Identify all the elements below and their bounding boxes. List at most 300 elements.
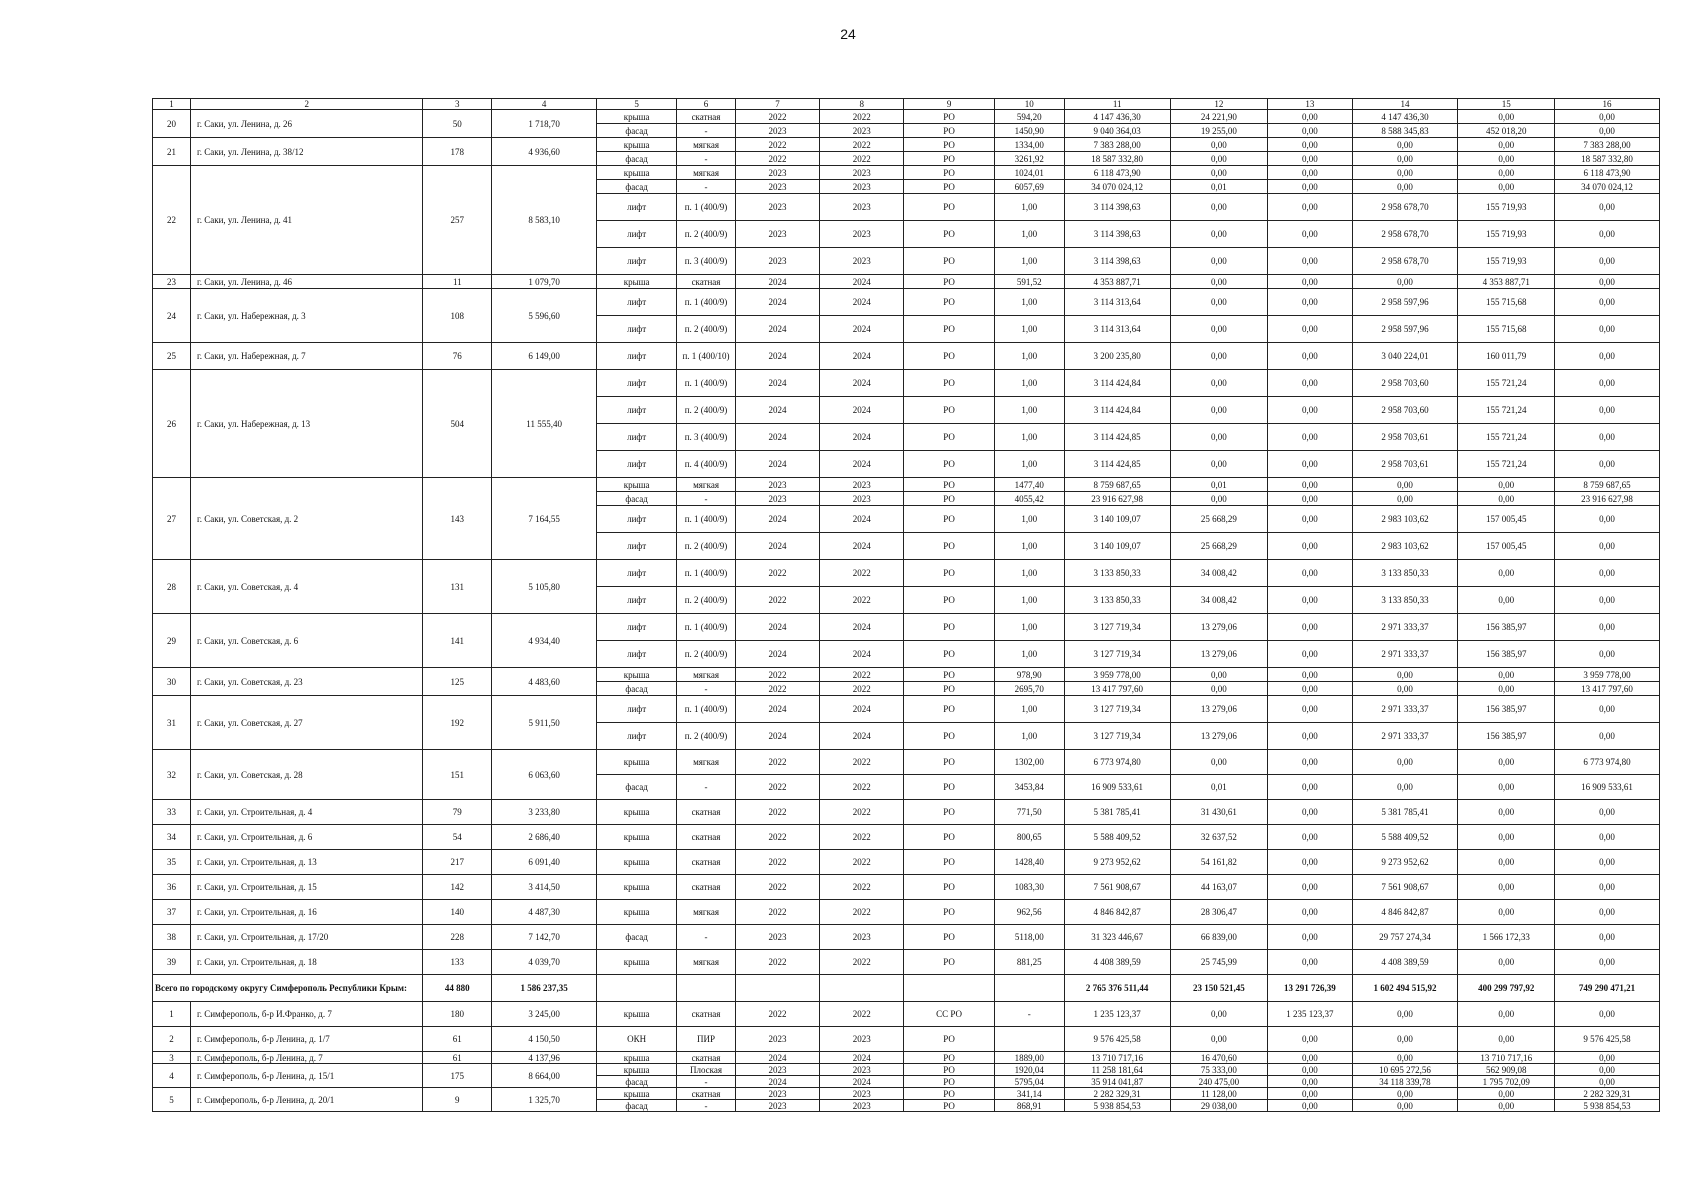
table-cell: 1450,90 <box>994 124 1064 138</box>
table-cell: 217 <box>423 850 492 875</box>
table-cell: скатная <box>677 1002 736 1027</box>
table-cell: 0,00 <box>1268 668 1352 682</box>
table-cell: лифт <box>597 533 677 560</box>
table-cell: 36 <box>153 875 191 900</box>
table-cell: 2024 <box>735 370 819 397</box>
table-cell: 1,00 <box>994 641 1064 668</box>
table-cell: 0,00 <box>1458 668 1555 682</box>
table-cell: 0,00 <box>1268 587 1352 614</box>
table-cell: мягкая <box>677 900 736 925</box>
table-cell: крыша <box>597 875 677 900</box>
table-cell: 13 279,06 <box>1170 614 1268 641</box>
table-cell: фасад <box>597 492 677 506</box>
table-cell: 1,00 <box>994 316 1064 343</box>
table-cell: 140 <box>423 900 492 925</box>
table-cell: 1 325,70 <box>492 1088 597 1112</box>
table-cell: 0,01 <box>1170 478 1268 492</box>
table-cell: 881,25 <box>994 950 1064 975</box>
table-cell: 2 958 678,70 <box>1352 221 1458 248</box>
table-cell: 0,00 <box>1268 800 1352 825</box>
table-cell: лифт <box>597 587 677 614</box>
table-cell: 0,00 <box>1458 750 1555 775</box>
table-cell: мягкая <box>677 950 736 975</box>
total-row <box>153 975 1660 1002</box>
table-cell: 591,52 <box>994 275 1064 289</box>
table-cell: п. 2 (400/9) <box>677 221 736 248</box>
table-cell: 0,00 <box>1458 152 1555 166</box>
table-cell: п. 1 (400/10) <box>677 343 736 370</box>
table-cell: 24 <box>153 289 191 343</box>
table-cell: РО <box>904 492 994 506</box>
table-cell: 2022 <box>820 750 904 775</box>
column-number: 7 <box>735 99 819 110</box>
table-cell: РО <box>904 124 994 138</box>
table-cell: 0,00 <box>1268 775 1352 800</box>
table-cell: 0,00 <box>1268 221 1352 248</box>
table-cell: 0,00 <box>1458 1002 1555 1027</box>
table-cell: 504 <box>423 370 492 478</box>
table-cell: 125 <box>423 668 492 696</box>
table-cell: 3 114 424,85 <box>1064 451 1170 478</box>
table-cell: РО <box>904 1088 994 1100</box>
table-cell: 0,00 <box>1458 138 1555 152</box>
table-cell: г. Саки, ул. Советская, д. 27 <box>191 696 423 750</box>
table-cell: 157 005,45 <box>1458 506 1555 533</box>
table-cell: 0,00 <box>1268 723 1352 750</box>
table-cell: 0,00 <box>1555 506 1660 533</box>
table-cell: Всего по городскому округу Симферополь Республики Крым: <box>153 975 423 1002</box>
table-cell: п. 1 (400/9) <box>677 370 736 397</box>
table-cell: 9 <box>423 1088 492 1112</box>
table-cell: РО <box>904 110 994 124</box>
table-cell: 3 140 109,07 <box>1064 506 1170 533</box>
table-cell: 2024 <box>820 506 904 533</box>
column-number: 8 <box>820 99 904 110</box>
table-cell: г. Саки, ул. Советская, д. 23 <box>191 668 423 696</box>
table-cell: 2024 <box>820 370 904 397</box>
table-cell: мягкая <box>677 668 736 682</box>
table-cell: 131 <box>423 560 492 614</box>
table-cell: 13 417 797,60 <box>1555 682 1660 696</box>
table-cell: 2022 <box>735 1002 819 1027</box>
table-cell: 2024 <box>820 275 904 289</box>
table-cell: 3 959 778,00 <box>1555 668 1660 682</box>
table-cell: 1 079,70 <box>492 275 597 289</box>
table-cell: 5 911,50 <box>492 696 597 750</box>
table-cell: крыша <box>597 950 677 975</box>
table-row <box>153 289 1660 316</box>
table-cell: 2023 <box>820 166 904 180</box>
table-cell: - <box>677 152 736 166</box>
table-cell: 2022 <box>820 825 904 850</box>
table-cell: 54 161,82 <box>1170 850 1268 875</box>
table-cell: г. Саки, ул. Ленина, д. 46 <box>191 275 423 289</box>
table-cell: 3 127 719,34 <box>1064 614 1170 641</box>
table-cell: 155 715,68 <box>1458 289 1555 316</box>
table-cell: г. Саки, ул. Набережная, д. 13 <box>191 370 423 478</box>
table-cell: 0,00 <box>1555 1052 1660 1064</box>
table-cell: п. 2 (400/9) <box>677 723 736 750</box>
table-cell: крыша <box>597 1052 677 1064</box>
table-row <box>153 800 1660 825</box>
table-cell: 13 710 717,16 <box>1458 1052 1555 1064</box>
table-cell: 2 <box>153 1027 191 1052</box>
table-cell: 2022 <box>820 950 904 975</box>
table-cell: 2022 <box>820 1002 904 1027</box>
table-cell: 2023 <box>735 194 819 221</box>
table-cell: РО <box>904 478 994 492</box>
table-row <box>153 750 1660 775</box>
table-cell: 0,00 <box>1268 478 1352 492</box>
table-cell: 9 576 425,58 <box>1555 1027 1660 1052</box>
table-cell: 5118,00 <box>994 925 1064 950</box>
table-cell: п. 2 (400/9) <box>677 641 736 668</box>
table-cell: 0,00 <box>1555 587 1660 614</box>
table-cell: 0,00 <box>1352 775 1458 800</box>
table-cell: 2022 <box>820 775 904 800</box>
table-cell: 4 408 389,59 <box>1352 950 1458 975</box>
table-cell: 0,00 <box>1458 110 1555 124</box>
table-cell: 0,00 <box>1170 397 1268 424</box>
table-cell: 2024 <box>820 343 904 370</box>
table-cell: 0,00 <box>1458 166 1555 180</box>
table-cell: п. 2 (400/9) <box>677 397 736 424</box>
table-cell: 0,00 <box>1268 696 1352 723</box>
table-cell: 7 142,70 <box>492 925 597 950</box>
table-cell: 2024 <box>820 289 904 316</box>
table-cell: г. Саки, ул. Советская, д. 4 <box>191 560 423 614</box>
table-cell: 25 668,29 <box>1170 533 1268 560</box>
table-cell: 2024 <box>735 506 819 533</box>
table-cell: 1 718,70 <box>492 110 597 138</box>
table-cell: крыша <box>597 825 677 850</box>
table-cell <box>904 975 994 1002</box>
table-cell: г. Саки, ул. Строительная, д. 16 <box>191 900 423 925</box>
table-cell: 0,00 <box>1458 1088 1555 1100</box>
table-cell: 2 282 329,31 <box>1064 1088 1170 1100</box>
table-cell: 133 <box>423 950 492 975</box>
table-cell: 3261,92 <box>994 152 1064 166</box>
table-cell: 257 <box>423 166 492 275</box>
table-cell: 3 114 313,64 <box>1064 316 1170 343</box>
table-cell: 749 290 471,21 <box>1555 975 1660 1002</box>
table-cell: лифт <box>597 343 677 370</box>
table-cell: - <box>677 682 736 696</box>
table-cell: - <box>994 1002 1064 1027</box>
table-cell: 2024 <box>820 424 904 451</box>
table-cell: 1,00 <box>994 560 1064 587</box>
table-cell: 0,00 <box>1268 343 1352 370</box>
table-cell: 4 934,40 <box>492 614 597 668</box>
table-cell: 1,00 <box>994 194 1064 221</box>
table-cell: 2022 <box>820 668 904 682</box>
table-cell: 2024 <box>735 316 819 343</box>
table-cell: г. Саки, ул. Ленина, д. 38/12 <box>191 138 423 166</box>
table-cell <box>994 1027 1064 1052</box>
header-row <box>153 99 1660 110</box>
table-cell: 2024 <box>820 723 904 750</box>
table-cell: 978,90 <box>994 668 1064 682</box>
table-cell: 21 <box>153 138 191 166</box>
table-cell: 2023 <box>820 1027 904 1052</box>
table-cell: РО <box>904 152 994 166</box>
table-cell: крыша <box>597 478 677 492</box>
table-cell: 160 011,79 <box>1458 343 1555 370</box>
table-cell: лифт <box>597 194 677 221</box>
table-cell: 0,00 <box>1555 370 1660 397</box>
table-cell: 1,00 <box>994 343 1064 370</box>
table-cell: 0,00 <box>1458 775 1555 800</box>
table-cell: РО <box>904 560 994 587</box>
table-cell: 155 719,93 <box>1458 248 1555 275</box>
table-cell: г. Саки, ул. Ленина, д. 26 <box>191 110 423 138</box>
table-cell: 32 <box>153 750 191 800</box>
table-cell <box>735 975 819 1002</box>
table-cell: 4 846 842,87 <box>1064 900 1170 925</box>
table-cell: 2023 <box>820 1100 904 1112</box>
table-row <box>153 875 1660 900</box>
table-cell: 400 299 797,92 <box>1458 975 1555 1002</box>
table-cell: 2023 <box>820 478 904 492</box>
table-cell: 0,00 <box>1555 451 1660 478</box>
table-cell: п. 1 (400/9) <box>677 614 736 641</box>
table-cell: 61 <box>423 1052 492 1064</box>
table-row <box>153 110 1660 124</box>
table-row <box>153 1027 1660 1052</box>
table-cell: 0,00 <box>1458 1027 1555 1052</box>
table-cell: 0,00 <box>1555 221 1660 248</box>
table-cell: п. 1 (400/9) <box>677 560 736 587</box>
table-cell: фасад <box>597 152 677 166</box>
table-cell: г. Саки, ул. Советская, д. 28 <box>191 750 423 800</box>
table-cell: РО <box>904 180 994 194</box>
table-cell: крыша <box>597 1002 677 1027</box>
table-cell: лифт <box>597 560 677 587</box>
table-cell: РО <box>904 370 994 397</box>
table-cell: 0,00 <box>1458 682 1555 696</box>
table-cell: 1 235 123,37 <box>1064 1002 1170 1027</box>
table-cell: 3 127 719,34 <box>1064 696 1170 723</box>
table-cell: 0,00 <box>1268 110 1352 124</box>
table-cell: 1,00 <box>994 370 1064 397</box>
table-cell: 3 133 850,33 <box>1352 560 1458 587</box>
table-cell: 7 383 288,00 <box>1555 138 1660 152</box>
table-cell: 1334,00 <box>994 138 1064 152</box>
table-cell: 2023 <box>820 124 904 138</box>
table-cell: 0,00 <box>1268 397 1352 424</box>
table-cell: 2022 <box>820 138 904 152</box>
table-cell: 2024 <box>735 533 819 560</box>
table-cell: п. 4 (400/9) <box>677 451 736 478</box>
table-cell: г. Саки, ул. Строительная, д. 13 <box>191 850 423 875</box>
table-cell: 2022 <box>735 950 819 975</box>
table-row <box>153 370 1660 397</box>
table-cell: 1,00 <box>994 221 1064 248</box>
table-cell: 0,00 <box>1170 343 1268 370</box>
table-cell: 142 <box>423 875 492 900</box>
table-cell: РО <box>904 221 994 248</box>
table-cell: 8 664,00 <box>492 1064 597 1088</box>
table-cell: 0,00 <box>1268 1076 1352 1088</box>
table-row <box>153 1002 1660 1027</box>
table-cell: 2022 <box>820 560 904 587</box>
table-cell: 155 719,93 <box>1458 221 1555 248</box>
table-cell: 1 566 172,33 <box>1458 925 1555 950</box>
table-cell: 2 958 703,61 <box>1352 424 1458 451</box>
table-cell: 0,00 <box>1458 587 1555 614</box>
table-cell: РО <box>904 316 994 343</box>
table-cell: 30 <box>153 668 191 696</box>
table-row <box>153 696 1660 723</box>
table-cell: 0,00 <box>1555 723 1660 750</box>
table-cell: 0,00 <box>1555 850 1660 875</box>
table-cell: п. 2 (400/9) <box>677 533 736 560</box>
table-cell: 192 <box>423 696 492 750</box>
table-cell: 2024 <box>820 696 904 723</box>
table-cell: 962,56 <box>994 900 1064 925</box>
table-cell: 0,00 <box>1555 343 1660 370</box>
table-cell: 26 <box>153 370 191 478</box>
table-cell: 33 <box>153 800 191 825</box>
column-number: 10 <box>994 99 1064 110</box>
table-cell: 0,00 <box>1268 825 1352 850</box>
table-cell: фасад <box>597 124 677 138</box>
table-cell <box>597 975 677 1002</box>
table-cell: 34 008,42 <box>1170 560 1268 587</box>
table-cell: РО <box>904 343 994 370</box>
table-row <box>153 825 1660 850</box>
table-cell: 4 353 887,71 <box>1064 275 1170 289</box>
table-cell: 800,65 <box>994 825 1064 850</box>
table-cell: 4 147 436,30 <box>1064 110 1170 124</box>
table-cell: 0,00 <box>1268 492 1352 506</box>
table-cell: 4 150,50 <box>492 1027 597 1052</box>
table-cell: 2024 <box>735 424 819 451</box>
table-cell: 0,00 <box>1555 614 1660 641</box>
table-cell: 0,00 <box>1268 850 1352 875</box>
table-cell: 1,00 <box>994 614 1064 641</box>
table-cell: 4 487,30 <box>492 900 597 925</box>
table-cell: крыша <box>597 750 677 775</box>
table-cell: 0,00 <box>1170 668 1268 682</box>
table-cell: 3 414,50 <box>492 875 597 900</box>
table-cell: фасад <box>597 925 677 950</box>
table-cell: 1083,30 <box>994 875 1064 900</box>
table-cell: 452 018,20 <box>1458 124 1555 138</box>
table-cell: 2022 <box>820 800 904 825</box>
table-cell: 19 255,00 <box>1170 124 1268 138</box>
table-cell: 79 <box>423 800 492 825</box>
table-cell: 2023 <box>820 492 904 506</box>
table-cell: 0,00 <box>1352 180 1458 194</box>
table-cell: 13 279,06 <box>1170 641 1268 668</box>
table-cell: 0,00 <box>1352 1027 1458 1052</box>
table-cell: 1920,04 <box>994 1064 1064 1076</box>
table-cell: 1,00 <box>994 533 1064 560</box>
table-cell: лифт <box>597 723 677 750</box>
table-cell: 16 470,60 <box>1170 1052 1268 1064</box>
table-cell: 0,00 <box>1458 1100 1555 1112</box>
table-cell: РО <box>904 587 994 614</box>
table-cell: РО <box>904 1076 994 1088</box>
table-cell: 5 588 409,52 <box>1064 825 1170 850</box>
table-cell: 0,00 <box>1458 825 1555 850</box>
table-cell: 4 483,60 <box>492 668 597 696</box>
table-cell: фасад <box>597 1100 677 1112</box>
table-cell: 0,00 <box>1268 560 1352 587</box>
table-cell: 0,00 <box>1268 152 1352 166</box>
table-cell: РО <box>904 614 994 641</box>
table-cell: 7 561 908,67 <box>1352 875 1458 900</box>
table-cell: 228 <box>423 925 492 950</box>
table-cell: 1302,00 <box>994 750 1064 775</box>
table-cell: 2 282 329,31 <box>1555 1088 1660 1100</box>
table-cell: 2022 <box>735 875 819 900</box>
table-cell: 0,00 <box>1268 424 1352 451</box>
table-cell: 0,00 <box>1268 289 1352 316</box>
table-cell: РО <box>904 850 994 875</box>
table-cell: 3 114 424,84 <box>1064 397 1170 424</box>
table-cell: 562 909,08 <box>1458 1064 1555 1076</box>
table-cell: крыша <box>597 800 677 825</box>
table-cell: 0,00 <box>1170 152 1268 166</box>
table-cell: 0,00 <box>1458 950 1555 975</box>
table-cell: 0,00 <box>1555 275 1660 289</box>
table-cell: 0,00 <box>1458 478 1555 492</box>
table-cell: 5 <box>153 1088 191 1112</box>
table-cell: г. Саки, ул. Строительная, д. 18 <box>191 950 423 975</box>
table-cell: - <box>677 775 736 800</box>
table-cell: 2024 <box>820 1076 904 1088</box>
table-cell: 3 040 224,01 <box>1352 343 1458 370</box>
table-cell: крыша <box>597 138 677 152</box>
table-cell: 28 306,47 <box>1170 900 1268 925</box>
table-cell: 2 958 678,70 <box>1352 194 1458 221</box>
table-cell: - <box>677 180 736 194</box>
table-cell: 0,00 <box>1555 1076 1660 1088</box>
table-cell: 3 133 850,33 <box>1352 587 1458 614</box>
table-cell: 0,00 <box>1352 275 1458 289</box>
table-row <box>153 900 1660 925</box>
table-cell: 0,00 <box>1458 492 1555 506</box>
table-cell: 0,00 <box>1555 875 1660 900</box>
column-number: 6 <box>677 99 736 110</box>
table-cell: г. Симферополь, б-р Ленина, д. 1/7 <box>191 1027 423 1052</box>
table-cell: 20 <box>153 110 191 138</box>
table-cell: мягкая <box>677 750 736 775</box>
table-cell: 3 127 719,34 <box>1064 723 1170 750</box>
table-cell: 3 114 398,63 <box>1064 194 1170 221</box>
table-cell: 0,00 <box>1268 641 1352 668</box>
table-cell: 28 <box>153 560 191 614</box>
column-number: 2 <box>191 99 423 110</box>
table-cell: 34 070 024,12 <box>1064 180 1170 194</box>
table-cell: 2022 <box>735 587 819 614</box>
table-cell: 2022 <box>820 587 904 614</box>
table-cell: РО <box>904 641 994 668</box>
table-cell: РО <box>904 925 994 950</box>
table-cell: 2022 <box>735 152 819 166</box>
table-cell: 0,00 <box>1555 925 1660 950</box>
table-cell: РО <box>904 533 994 560</box>
table-cell: 9 576 425,58 <box>1064 1027 1170 1052</box>
table-cell: 44 880 <box>423 975 492 1002</box>
table-cell: 155 719,93 <box>1458 194 1555 221</box>
table-cell: 156 385,97 <box>1458 696 1555 723</box>
table-row <box>153 478 1660 492</box>
table-cell: фасад <box>597 682 677 696</box>
table-cell: 8 583,10 <box>492 166 597 275</box>
